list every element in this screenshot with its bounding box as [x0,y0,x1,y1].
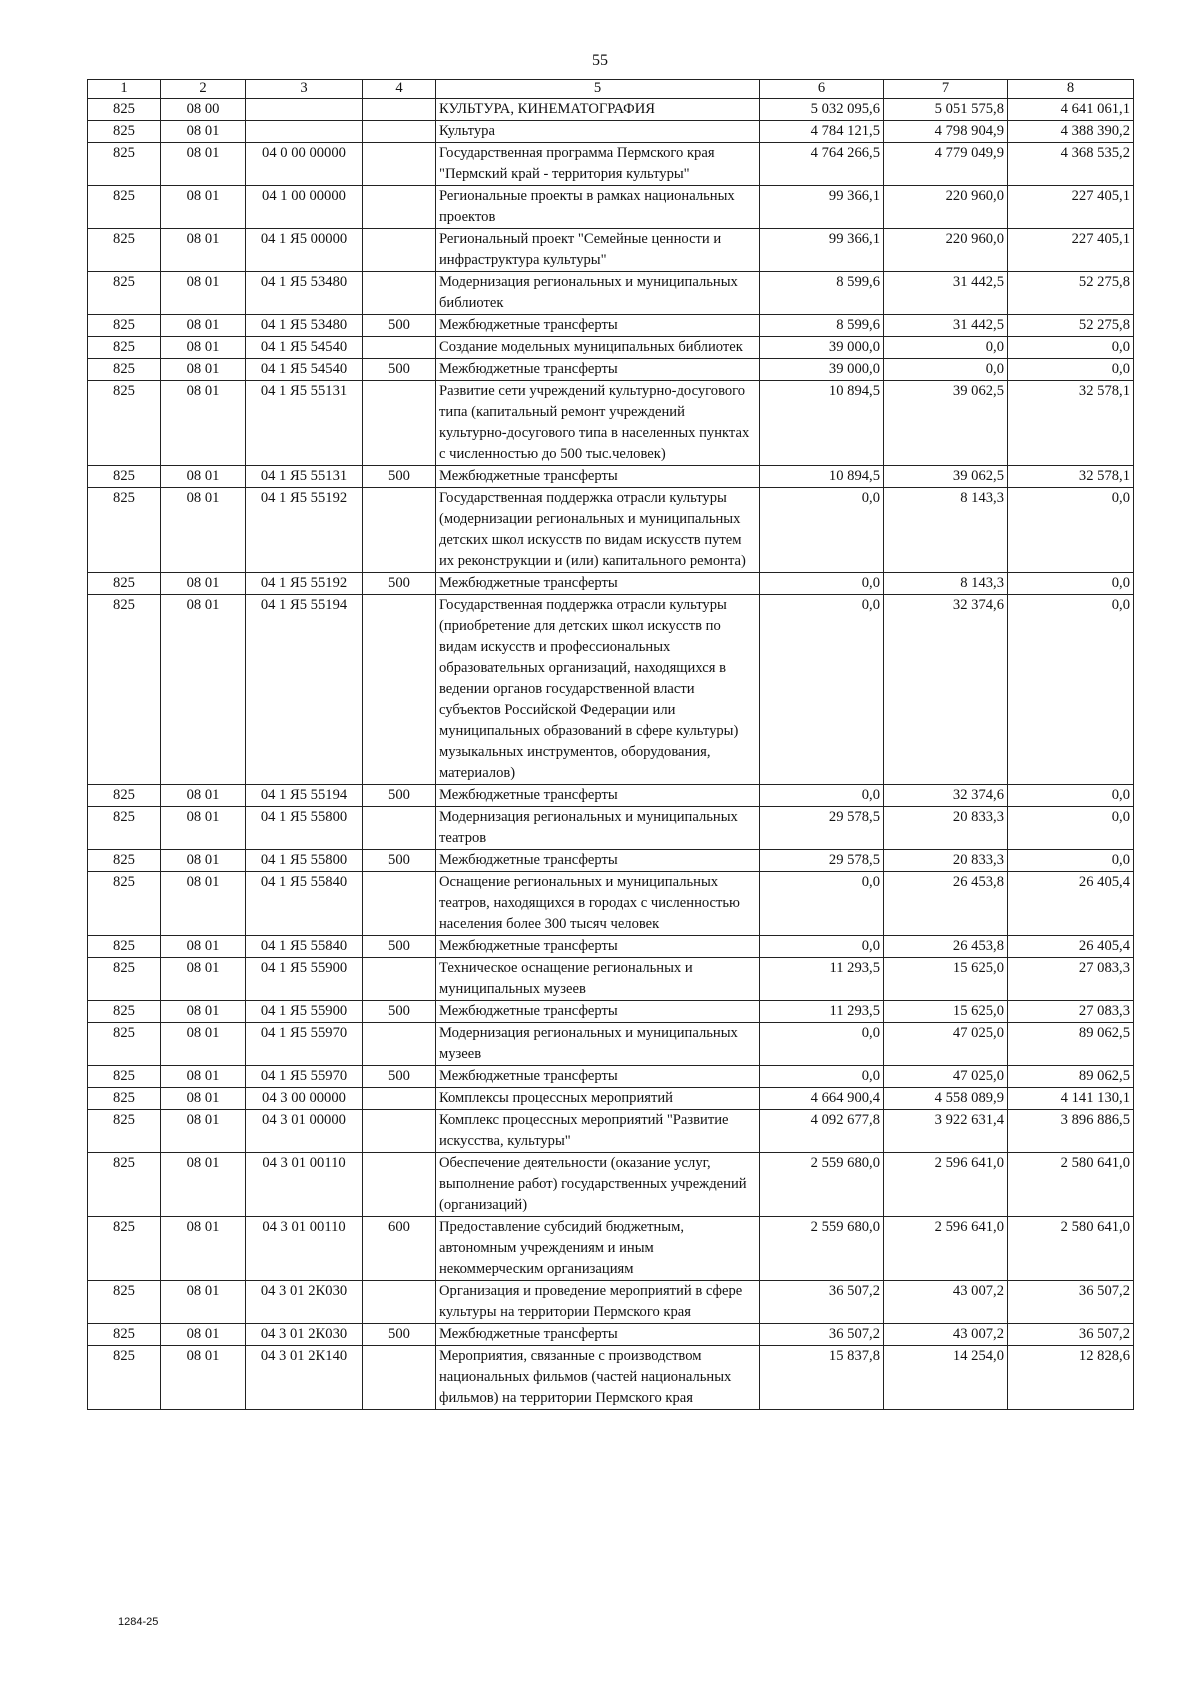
cell-description: Модернизация региональных и муниципальных музеев [436,1023,760,1066]
cell-expense-type: 500 [363,936,436,958]
cell-target-article: 04 1 Я5 53480 [246,272,363,315]
cell-section-code: 08 01 [161,229,246,272]
cell-description: Межбюджетные трансферты [436,1324,760,1346]
cell-expense-type: 500 [363,1066,436,1088]
cell-description: Межбюджетные трансферты [436,785,760,807]
cell-expense-type [363,229,436,272]
cell-amount-year2: 31 442,5 [884,315,1008,337]
cell-amount-year2: 4 779 049,9 [884,143,1008,186]
cell-amount-year2: 220 960,0 [884,186,1008,229]
cell-target-article: 04 1 Я5 55970 [246,1023,363,1066]
cell-amount-year1: 39 000,0 [760,359,884,381]
cell-amount-year1: 0,0 [760,785,884,807]
cell-ministry-code: 825 [88,1153,161,1217]
cell-amount-year2: 3 922 631,4 [884,1110,1008,1153]
table-row [88,1001,1134,1023]
cell-section-code: 08 01 [161,186,246,229]
cell-expense-type [363,121,436,143]
cell-ministry-code: 825 [88,1346,161,1410]
cell-description: Обеспечение деятельности (оказание услуг, выполнение работ) государственных учреждений (организаций) [436,1153,760,1217]
cell-ministry-code: 825 [88,872,161,936]
cell-amount-year1: 8 599,6 [760,315,884,337]
cell-ministry-code: 825 [88,850,161,872]
cell-expense-type [363,1153,436,1217]
cell-description: Государственная поддержка отрасли культуры (приобретение для детских школ искусств по видам искусств и профессиональных образовательных организаций, находящихся в ведении органов государственной власти субъектов Российской Федерации или муниципальных образований в сфере культуры) музыкальных инструментов, оборудования, материалов) [436,595,760,785]
cell-target-article: 04 1 Я5 55192 [246,573,363,595]
cell-amount-year2: 15 625,0 [884,958,1008,1001]
cell-amount-year3: 32 578,1 [1008,381,1134,466]
cell-amount-year3: 227 405,1 [1008,186,1134,229]
cell-amount-year2: 14 254,0 [884,1346,1008,1410]
document-code: 1284-25 [118,1616,159,1628]
cell-section-code: 08 01 [161,315,246,337]
cell-target-article: 04 1 Я5 55194 [246,595,363,785]
cell-target-article: 04 1 Я5 55900 [246,1001,363,1023]
cell-amount-year2: 31 442,5 [884,272,1008,315]
cell-expense-type: 500 [363,850,436,872]
cell-target-article: 04 1 Я5 55800 [246,850,363,872]
cell-expense-type [363,595,436,785]
cell-amount-year3: 12 828,6 [1008,1346,1134,1410]
cell-amount-year2: 4 558 089,9 [884,1088,1008,1110]
cell-amount-year1: 2 559 680,0 [760,1217,884,1281]
cell-ministry-code: 825 [88,229,161,272]
cell-amount-year2: 39 062,5 [884,466,1008,488]
cell-description: Техническое оснащение региональных и муниципальных музеев [436,958,760,1001]
cell-amount-year1: 99 366,1 [760,229,884,272]
cell-amount-year1: 29 578,5 [760,807,884,850]
cell-section-code: 08 01 [161,872,246,936]
cell-ministry-code: 825 [88,186,161,229]
column-header: 2 [161,80,246,99]
cell-amount-year2: 20 833,3 [884,850,1008,872]
cell-amount-year2: 32 374,6 [884,785,1008,807]
table-row [88,1110,1134,1153]
cell-target-article: 04 3 01 2К030 [246,1281,363,1324]
table-row [88,488,1134,573]
page-number: 55 [592,52,608,69]
cell-ministry-code: 825 [88,466,161,488]
cell-description: Комплексы процессных мероприятий [436,1088,760,1110]
cell-amount-year3: 89 062,5 [1008,1023,1134,1066]
header-row [88,80,1134,99]
cell-amount-year3: 27 083,3 [1008,958,1134,1001]
cell-amount-year1: 4 092 677,8 [760,1110,884,1153]
cell-target-article: 04 3 01 00110 [246,1153,363,1217]
cell-description: Комплекс процессных мероприятий "Развитие искусства, культуры" [436,1110,760,1153]
cell-ministry-code: 825 [88,958,161,1001]
table-row [88,381,1134,466]
cell-section-code: 08 01 [161,121,246,143]
cell-expense-type [363,872,436,936]
cell-amount-year2: 26 453,8 [884,936,1008,958]
cell-amount-year2: 20 833,3 [884,807,1008,850]
column-header: 7 [884,80,1008,99]
cell-amount-year3: 0,0 [1008,488,1134,573]
cell-target-article: 04 1 Я5 54540 [246,359,363,381]
cell-ministry-code: 825 [88,1088,161,1110]
cell-target-article: 04 1 Я5 55192 [246,488,363,573]
cell-section-code: 08 01 [161,1066,246,1088]
cell-amount-year3: 4 368 535,2 [1008,143,1134,186]
cell-amount-year1: 0,0 [760,488,884,573]
cell-expense-type: 500 [363,785,436,807]
table-row [88,272,1134,315]
cell-amount-year1: 4 764 266,5 [760,143,884,186]
cell-expense-type [363,1110,436,1153]
cell-amount-year3: 32 578,1 [1008,466,1134,488]
table-body [88,99,1134,1410]
cell-ministry-code: 825 [88,359,161,381]
cell-description: Региональный проект "Семейные ценности и инфраструктура культуры" [436,229,760,272]
cell-amount-year2: 2 596 641,0 [884,1153,1008,1217]
cell-description: Оснащение региональных и муниципальных театров, находящихся в городах с численностью населения более 300 тысяч человек [436,872,760,936]
cell-section-code: 08 01 [161,143,246,186]
cell-ministry-code: 825 [88,143,161,186]
cell-ministry-code: 825 [88,381,161,466]
table-row [88,573,1134,595]
cell-amount-year3: 4 141 130,1 [1008,1088,1134,1110]
cell-section-code: 08 01 [161,1346,246,1410]
cell-amount-year3: 27 083,3 [1008,1001,1134,1023]
cell-section-code: 08 01 [161,936,246,958]
table-row [88,1324,1134,1346]
cell-amount-year2: 0,0 [884,337,1008,359]
cell-description: Межбюджетные трансферты [436,850,760,872]
cell-amount-year1: 39 000,0 [760,337,884,359]
cell-target-article: 04 3 01 00110 [246,1217,363,1281]
cell-amount-year2: 47 025,0 [884,1066,1008,1088]
cell-ministry-code: 825 [88,337,161,359]
cell-description: Межбюджетные трансферты [436,359,760,381]
cell-target-article: 04 1 Я5 55840 [246,872,363,936]
table-row [88,359,1134,381]
cell-amount-year2: 8 143,3 [884,488,1008,573]
cell-expense-type [363,99,436,121]
table-row [88,1153,1134,1217]
cell-amount-year1: 2 559 680,0 [760,1153,884,1217]
cell-amount-year3: 26 405,4 [1008,936,1134,958]
cell-section-code: 08 01 [161,1217,246,1281]
cell-amount-year1: 0,0 [760,1066,884,1088]
cell-description: Развитие сети учреждений культурно-досугового типа (капитальный ремонт учреждений культурно-досугового типа в населенных пунктах с численностью до 500 тыс.человек) [436,381,760,466]
cell-amount-year1: 0,0 [760,1023,884,1066]
column-header: 5 [436,80,760,99]
cell-amount-year2: 26 453,8 [884,872,1008,936]
column-header: 3 [246,80,363,99]
budget-table [87,79,1134,1410]
cell-expense-type: 500 [363,359,436,381]
cell-section-code: 08 01 [161,573,246,595]
cell-amount-year2: 39 062,5 [884,381,1008,466]
cell-target-article: 04 3 01 2К030 [246,1324,363,1346]
cell-section-code: 08 01 [161,359,246,381]
cell-expense-type [363,1023,436,1066]
cell-ministry-code: 825 [88,1281,161,1324]
cell-amount-year3: 36 507,2 [1008,1281,1134,1324]
cell-amount-year3: 52 275,8 [1008,315,1134,337]
cell-description: Модернизация региональных и муниципальных библиотек [436,272,760,315]
cell-ministry-code: 825 [88,1217,161,1281]
cell-section-code: 08 01 [161,1110,246,1153]
cell-ministry-code: 825 [88,1110,161,1153]
cell-expense-type [363,337,436,359]
cell-ministry-code: 825 [88,1324,161,1346]
cell-description: Предоставление субсидий бюджетным, автономным учреждениям и иным некоммерческим организациям [436,1217,760,1281]
cell-amount-year1: 10 894,5 [760,466,884,488]
cell-section-code: 08 01 [161,1001,246,1023]
cell-amount-year2: 8 143,3 [884,573,1008,595]
cell-amount-year3: 36 507,2 [1008,1324,1134,1346]
cell-ministry-code: 825 [88,595,161,785]
table-row [88,850,1134,872]
cell-ministry-code: 825 [88,1001,161,1023]
cell-amount-year3: 0,0 [1008,337,1134,359]
cell-section-code: 08 00 [161,99,246,121]
cell-amount-year3: 2 580 641,0 [1008,1217,1134,1281]
cell-description: Модернизация региональных и муниципальных театров [436,807,760,850]
cell-expense-type [363,807,436,850]
table-row [88,466,1134,488]
cell-section-code: 08 01 [161,807,246,850]
table-row [88,595,1134,785]
cell-target-article: 04 3 01 00000 [246,1110,363,1153]
cell-section-code: 08 01 [161,595,246,785]
table-row [88,1281,1134,1324]
cell-target-article: 04 1 Я5 55194 [246,785,363,807]
cell-expense-type: 500 [363,1001,436,1023]
cell-amount-year2: 47 025,0 [884,1023,1008,1066]
cell-target-article: 04 3 00 00000 [246,1088,363,1110]
cell-expense-type [363,1346,436,1410]
cell-ministry-code: 825 [88,121,161,143]
cell-amount-year1: 0,0 [760,595,884,785]
cell-amount-year2: 5 051 575,8 [884,99,1008,121]
cell-target-article: 04 1 Я5 55970 [246,1066,363,1088]
cell-amount-year3: 0,0 [1008,573,1134,595]
column-header: 8 [1008,80,1134,99]
cell-description: Государственная поддержка отрасли культуры (модернизации региональных и муниципальных детских школ искусств по видам искусств путем их реконструкции и (или) капитального ремонта) [436,488,760,573]
cell-section-code: 08 01 [161,1281,246,1324]
cell-description: Межбюджетные трансферты [436,315,760,337]
cell-expense-type: 500 [363,1324,436,1346]
cell-target-article: 04 1 Я5 00000 [246,229,363,272]
cell-amount-year3: 0,0 [1008,785,1134,807]
cell-amount-year3: 227 405,1 [1008,229,1134,272]
cell-expense-type [363,186,436,229]
cell-ministry-code: 825 [88,272,161,315]
cell-amount-year1: 11 293,5 [760,1001,884,1023]
cell-target-article: 04 1 Я5 55131 [246,466,363,488]
cell-amount-year1: 99 366,1 [760,186,884,229]
column-header: 1 [88,80,161,99]
table-row [88,121,1134,143]
cell-description: Организация и проведение мероприятий в сфере культуры на территории Пермского края [436,1281,760,1324]
table-row [88,1023,1134,1066]
cell-ministry-code: 825 [88,936,161,958]
cell-amount-year2: 2 596 641,0 [884,1217,1008,1281]
cell-ministry-code: 825 [88,807,161,850]
table-row [88,785,1134,807]
cell-target-article [246,99,363,121]
cell-target-article: 04 3 01 2К140 [246,1346,363,1410]
cell-expense-type: 500 [363,466,436,488]
cell-amount-year3: 0,0 [1008,850,1134,872]
cell-expense-type: 500 [363,315,436,337]
cell-expense-type [363,958,436,1001]
cell-amount-year3: 3 896 886,5 [1008,1110,1134,1153]
cell-expense-type [363,143,436,186]
cell-section-code: 08 01 [161,488,246,573]
table-row [88,936,1134,958]
table-row [88,1217,1134,1281]
cell-amount-year1: 36 507,2 [760,1324,884,1346]
cell-target-article: 04 1 Я5 55900 [246,958,363,1001]
cell-amount-year1: 8 599,6 [760,272,884,315]
cell-description: Межбюджетные трансферты [436,1001,760,1023]
cell-section-code: 08 01 [161,785,246,807]
cell-expense-type: 600 [363,1217,436,1281]
table-row [88,958,1134,1001]
cell-amount-year2: 0,0 [884,359,1008,381]
cell-amount-year3: 0,0 [1008,359,1134,381]
cell-expense-type [363,488,436,573]
cell-section-code: 08 01 [161,1023,246,1066]
table-row [88,807,1134,850]
cell-amount-year3: 0,0 [1008,595,1134,785]
cell-target-article: 04 1 Я5 55131 [246,381,363,466]
cell-target-article: 04 1 Я5 55840 [246,936,363,958]
cell-section-code: 08 01 [161,1324,246,1346]
cell-description: Государственная программа Пермского края "Пермский край - территория культуры" [436,143,760,186]
cell-ministry-code: 825 [88,315,161,337]
cell-description: Создание модельных муниципальных библиотек [436,337,760,359]
cell-section-code: 08 01 [161,337,246,359]
cell-amount-year1: 10 894,5 [760,381,884,466]
cell-amount-year2: 4 798 904,9 [884,121,1008,143]
table-row [88,1066,1134,1088]
cell-description: Культура [436,121,760,143]
cell-description: Межбюджетные трансферты [436,1066,760,1088]
cell-ministry-code: 825 [88,99,161,121]
cell-section-code: 08 01 [161,1153,246,1217]
cell-amount-year3: 4 641 061,1 [1008,99,1134,121]
cell-expense-type [363,272,436,315]
cell-amount-year1: 4 784 121,5 [760,121,884,143]
cell-amount-year3: 89 062,5 [1008,1066,1134,1088]
cell-amount-year1: 0,0 [760,936,884,958]
cell-amount-year1: 5 032 095,6 [760,99,884,121]
table-row [88,99,1134,121]
cell-expense-type [363,381,436,466]
cell-ministry-code: 825 [88,488,161,573]
cell-amount-year1: 36 507,2 [760,1281,884,1324]
cell-target-article: 04 1 Я5 55800 [246,807,363,850]
cell-section-code: 08 01 [161,958,246,1001]
column-header: 6 [760,80,884,99]
table-row [88,872,1134,936]
cell-ministry-code: 825 [88,1066,161,1088]
cell-amount-year1: 29 578,5 [760,850,884,872]
cell-ministry-code: 825 [88,573,161,595]
cell-target-article: 04 1 Я5 54540 [246,337,363,359]
table-row [88,337,1134,359]
cell-expense-type: 500 [363,573,436,595]
cell-target-article [246,121,363,143]
cell-amount-year3: 2 580 641,0 [1008,1153,1134,1217]
cell-amount-year3: 52 275,8 [1008,272,1134,315]
cell-amount-year1: 4 664 900,4 [760,1088,884,1110]
cell-description: КУЛЬТУРА, КИНЕМАТОГРАФИЯ [436,99,760,121]
cell-section-code: 08 01 [161,850,246,872]
cell-amount-year1: 11 293,5 [760,958,884,1001]
cell-ministry-code: 825 [88,1023,161,1066]
cell-amount-year3: 0,0 [1008,807,1134,850]
cell-section-code: 08 01 [161,381,246,466]
cell-expense-type [363,1088,436,1110]
cell-section-code: 08 01 [161,1088,246,1110]
table-row [88,1346,1134,1410]
cell-ministry-code: 825 [88,785,161,807]
cell-amount-year1: 15 837,8 [760,1346,884,1410]
cell-target-article: 04 1 00 00000 [246,186,363,229]
cell-amount-year2: 43 007,2 [884,1324,1008,1346]
cell-description: Мероприятия, связанные с производством национальных фильмов (частей национальных фильмов) на территории Пермского края [436,1346,760,1410]
cell-target-article: 04 1 Я5 53480 [246,315,363,337]
cell-amount-year1: 0,0 [760,573,884,595]
cell-amount-year3: 26 405,4 [1008,872,1134,936]
cell-section-code: 08 01 [161,466,246,488]
cell-amount-year2: 43 007,2 [884,1281,1008,1324]
column-header: 4 [363,80,436,99]
cell-description: Региональные проекты в рамках национальных проектов [436,186,760,229]
cell-amount-year2: 32 374,6 [884,595,1008,785]
cell-expense-type [363,1281,436,1324]
cell-amount-year2: 15 625,0 [884,1001,1008,1023]
cell-amount-year1: 0,0 [760,872,884,936]
table-row [88,315,1134,337]
cell-section-code: 08 01 [161,272,246,315]
cell-description: Межбюджетные трансферты [436,573,760,595]
table-row [88,143,1134,186]
table-row [88,1088,1134,1110]
cell-amount-year2: 220 960,0 [884,229,1008,272]
cell-description: Межбюджетные трансферты [436,936,760,958]
table-row [88,229,1134,272]
cell-amount-year3: 4 388 390,2 [1008,121,1134,143]
table-row [88,186,1134,229]
cell-description: Межбюджетные трансферты [436,466,760,488]
cell-target-article: 04 0 00 00000 [246,143,363,186]
